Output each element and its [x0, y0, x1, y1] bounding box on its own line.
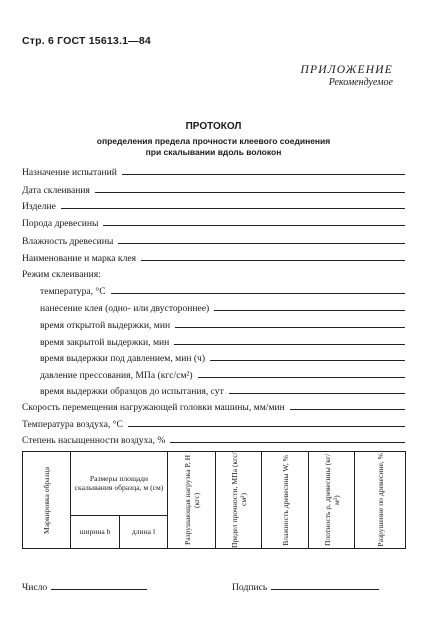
protocol-subtitle [0, 136, 427, 158]
appendix-note: Рекомендуемое [328, 77, 393, 88]
field-label: Режим склеивания: [22, 269, 101, 280]
col-load-header: Разрушающая нагрузка P, Н (кгс) [168, 452, 216, 549]
appendix-title: ПРИЛОЖЕНИЕ [300, 64, 393, 76]
field-wood-moisture [22, 234, 405, 247]
page-header: Стр. 6 ГОСТ 15613.1—84 [22, 35, 151, 47]
footer-signature [232, 582, 379, 593]
field-test-purpose [22, 165, 405, 178]
field-label: время открытой выдержки, мин [40, 320, 171, 331]
field-gluing-date [22, 183, 405, 196]
fill-line [198, 377, 405, 378]
field-air-saturation [22, 433, 405, 446]
appendix-block [301, 64, 393, 88]
fill-line [111, 293, 405, 294]
field-head-speed [22, 400, 405, 413]
field-label: температура, °С [40, 286, 106, 297]
protocol-title: ПРОТОКОЛ [185, 121, 242, 132]
fill-line [290, 409, 405, 410]
col-marking-header: Маркировка образца [23, 452, 71, 549]
protocol-subtitle-line1: определения предела прочности клеевого соединения [96, 136, 331, 146]
field-label: Назначение испытаний [22, 167, 117, 178]
field-label: Изделие [22, 201, 56, 212]
col-width-header: ширина b [71, 515, 120, 548]
fill-line [210, 360, 405, 361]
footer-number-label: Число [22, 582, 48, 593]
field-label: Влажность древесины [22, 236, 114, 247]
fill-line [174, 344, 405, 345]
field-label: время выдержки образцов до испытания, сут [40, 386, 224, 397]
footer-signature-label: Подпись [232, 582, 268, 593]
field-label: Степень насыщенности воздуха, % [22, 435, 166, 446]
results-table [22, 451, 406, 549]
fill-line [128, 426, 405, 427]
field-label: время закрытой выдержки, мин [40, 337, 170, 348]
fill-line [51, 589, 147, 590]
col-strength-header: Предел прочности, МПа (кгс/см²) [216, 452, 262, 549]
fill-line [61, 208, 405, 209]
protocol-subtitle-line2: при скалывании вдоль волокон [145, 147, 282, 157]
fill-line [95, 192, 405, 193]
field-label: Дата склеивания [22, 185, 90, 196]
field-closed-time [40, 335, 405, 348]
fill-line [229, 393, 405, 394]
field-press-time [40, 351, 405, 364]
fill-line [122, 174, 405, 175]
field-label: Порода древесины [22, 218, 99, 229]
field-glue-name [22, 251, 405, 264]
col-density-header: Плотность ρ, древесины (кг/м³) [309, 452, 355, 549]
fill-line [175, 327, 405, 328]
field-air-temperature [22, 417, 405, 430]
field-label: нанесение клея (одно- или двустороннее) [40, 303, 210, 314]
fill-line [118, 243, 405, 244]
field-gluing-mode [22, 267, 405, 280]
field-label: Наименование и марка клея [22, 253, 137, 264]
field-label: Скорость перемещения нагружающей головки машины, мм/мин [22, 402, 285, 413]
col-dimensions-header: Размеры площади скалывания образца, м (см) [71, 452, 168, 516]
fill-line [103, 225, 405, 226]
field-press-pressure [40, 368, 405, 381]
col-wood-failure-header: Разрушение по древесине, % [355, 452, 406, 549]
field-temperature [40, 284, 405, 297]
col-moisture-header: Влажность древесины W, % [262, 452, 309, 549]
fill-line [141, 260, 405, 261]
field-wood-species [22, 216, 405, 229]
field-label: время выдержки под давлением, мин (ч) [40, 353, 206, 364]
footer-number [22, 582, 147, 593]
field-glue-application [40, 301, 405, 314]
col-length-header: длина l [120, 515, 168, 548]
fill-line [170, 442, 405, 443]
fill-line [214, 310, 405, 311]
field-conditioning-time [40, 384, 405, 397]
field-open-time [40, 318, 405, 331]
fill-line [271, 589, 379, 590]
field-label: Температура воздуха, °С [22, 419, 123, 430]
field-label: давление прессования, МПа (кгс/см²) [40, 370, 193, 381]
field-product [22, 199, 405, 212]
